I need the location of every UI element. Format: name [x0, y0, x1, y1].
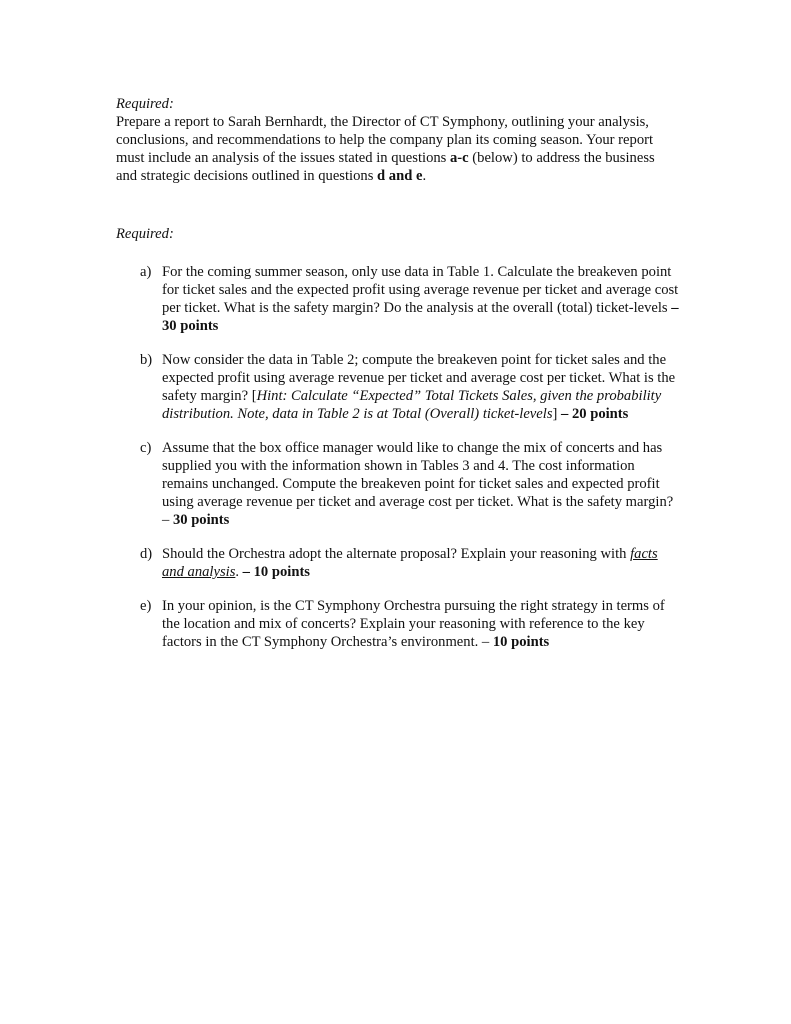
question-text-after: ] [552, 406, 562, 422]
question-points: 10 points [492, 634, 550, 650]
intro-text-1: Prepare a report to Sarah Bernhardt, the Director of CT Symphony, outlining your analysis, conclusions, and recommendations to help the company plan its coming season. Your report must include an analysis of the issues stated in questions [116, 114, 654, 166]
question-e [140, 597, 680, 651]
question-text: Now consider the data in Table 2; compute the breakeven point for ticket sales and the expected profit using average revenue per ticket and average cost per ticket. What is the safety margin? [ [162, 352, 676, 404]
intro-bold-2: d and e [377, 168, 423, 184]
question-underlined: facts and analysis [162, 546, 658, 580]
document-page [116, 95, 679, 650]
question-letter: d) [140, 546, 153, 562]
question-points: – 20 points [561, 406, 629, 422]
question-b [140, 351, 680, 423]
question-hint: Hint: Calculate “Expected” Total Tickets Sales, given the probability distribution. Note, data in Table 2 is at Total (Overall) ticket-levels [162, 388, 662, 422]
question-letter: b) [140, 352, 153, 368]
question-text: For the coming summer season, only use data in Table 1. Calculate the breakeven point for ticket sales and the expected profit using average revenue per ticket and average cost per ticket. What is the safety margin? Do the analysis at the overall (total) ticket-levels [162, 264, 679, 316]
question-text: Should the Orchestra adopt the alternate proposal? Explain your reasoning with [162, 546, 631, 562]
question-a [140, 263, 680, 335]
question-letter: a) [140, 264, 152, 280]
question-letter: c) [140, 440, 152, 456]
question-list [140, 263, 680, 667]
intro-text-3: . [422, 168, 427, 184]
question-text: Assume that the box office manager would like to change the mix of concerts and has supplied you with the information shown in Tables 3 and 4. The cost information remains unchanged. Compute the breakeven point for ticket sales and expected profit using average revenue per ticket and average cost per ticket. What is the safety margin? – [162, 440, 674, 528]
question-text: In your opinion, is the CT Symphony Orchestra pursuing the right strategy in terms of the location and mix of concerts? Explain your reasoning with reference to the key factors in the CT Symphony Orchestra’s environment. – [162, 598, 665, 650]
question-c [140, 439, 680, 529]
question-points: 30 points [172, 512, 230, 528]
question-d [140, 545, 680, 581]
question-text-after: . [235, 564, 243, 580]
question-points: – 10 points [242, 564, 310, 580]
intro-bold-1: a-c [450, 150, 469, 166]
question-points: – 30 points [162, 300, 679, 334]
question-letter: e) [140, 598, 152, 614]
required-heading-2: Required: [116, 226, 174, 242]
intro-paragraph [116, 113, 676, 185]
intro-text-2: (below) to address the business and strategic decisions outlined in questions [116, 150, 655, 184]
required-heading: Required: [116, 96, 174, 112]
